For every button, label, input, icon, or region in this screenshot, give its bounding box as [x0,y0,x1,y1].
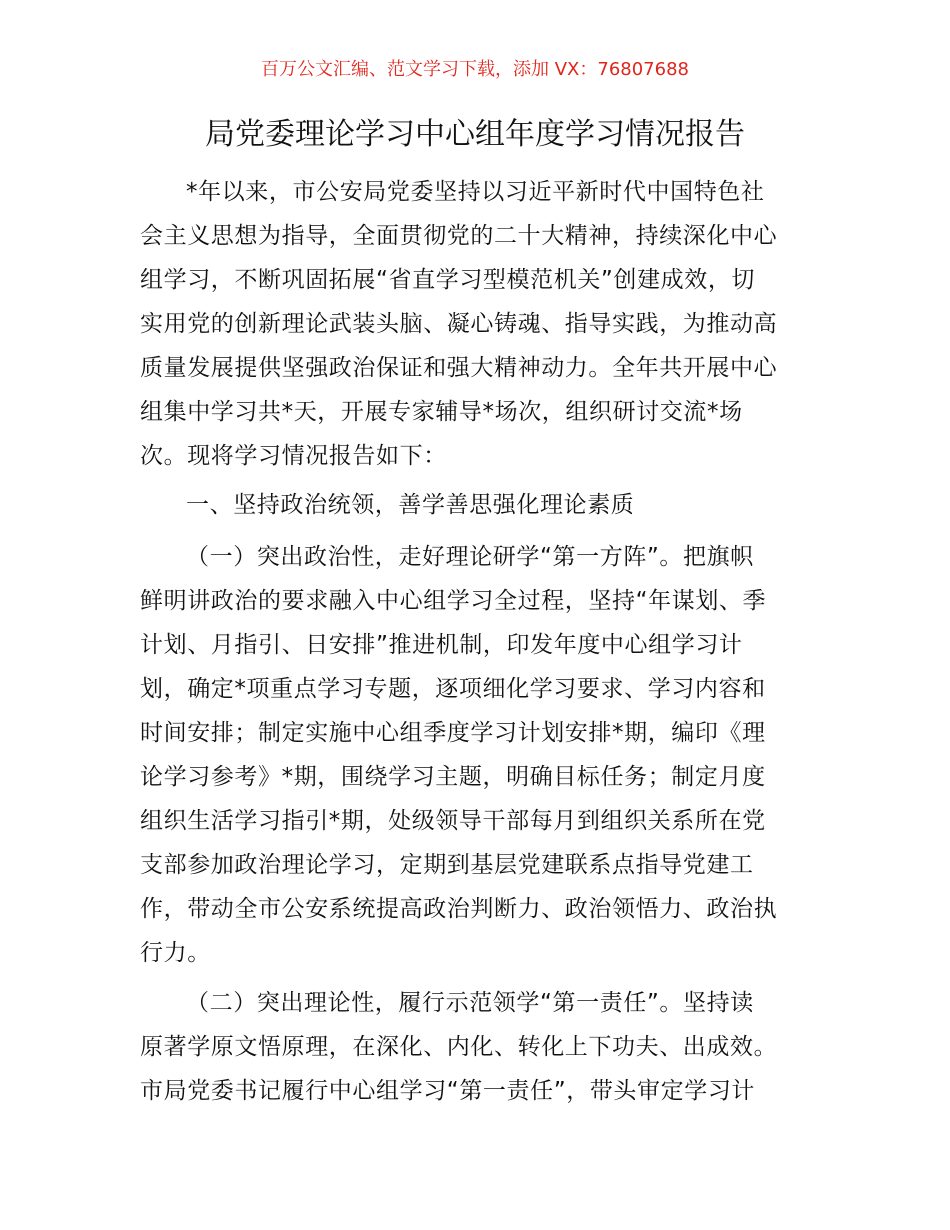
paragraph-line: 市局党委书记履行中心组学习“第一责任”，带头审定学习计 [140,1078,756,1104]
paragraph-line: 实用党的创新理论武装头脑、凝心铸魂、指导实践，为推动高 [140,311,778,337]
paragraph-line: 组织生活学习指引*期，处级领导干部每月到组织关系所在党 [140,808,766,834]
paragraph-line: 组学习，不断巩固拓展“省直学习型模范机关”创建成效，切 [140,267,756,293]
watermark-header: 百万公文汇编、范文学习下载，添加 VX：76807688 [261,59,689,80]
paragraph-line: （二）突出理论性，履行示范领学“第一责任”。坚持读 [186,990,754,1016]
paragraph-line: （一）突出政治性，走好理论研学“第一方阵”。把旗帜 [186,544,754,570]
paragraph-line: 论学习参考》*期，围绕学习主题，明确目标任务；制定月度 [140,764,766,790]
paragraph-line: 组集中学习共*天，开展专家辅导*场次，组织研讨交流*场 [140,399,743,425]
paragraph-line: 会主义思想为指导，全面贯彻党的二十大精神，持续深化中心 [140,223,778,249]
section-1-heading: 一、坚持政治统领，善学善思强化理论素质 [186,492,635,518]
paragraph-line: 时间安排；制定实施中心组季度学习计划安排*期，编印《理 [140,720,766,746]
paragraph-line: 鲜明讲政治的要求融入中心组学习全过程，坚持“年谋划、季 [140,588,767,614]
paragraph-line: 原著学原文悟原理，在深化、内化、转化上下功夫、出成效。 [140,1034,778,1060]
paragraph-line: 行力。 [140,940,211,966]
paragraph-line: *年以来，市公安局党委坚持以习近平新时代中国特色社 [186,179,765,205]
paragraph-line: 支部参加政治理论学习，定期到基层党建联系点指导党建工 [140,852,754,878]
paragraph-line: 划，确定*项重点学习专题，逐项细化学习要求、学习内容和 [140,676,766,702]
paragraph-line: 计划、月指引、日安排”推进机制，印发年度中心组学习计 [140,632,743,658]
paragraph-line: 作，带动全市公安系统提高政治判断力、政治领悟力、政治执 [140,896,778,922]
paragraph-line: 质量发展提供坚强政治保证和强大精神动力。全年共开展中心 [140,355,778,381]
paragraph-line: 次。现将学习情况报告如下： [140,443,447,469]
document-title: 局党委理论学习中心组年度学习情况报告 [205,117,745,152]
